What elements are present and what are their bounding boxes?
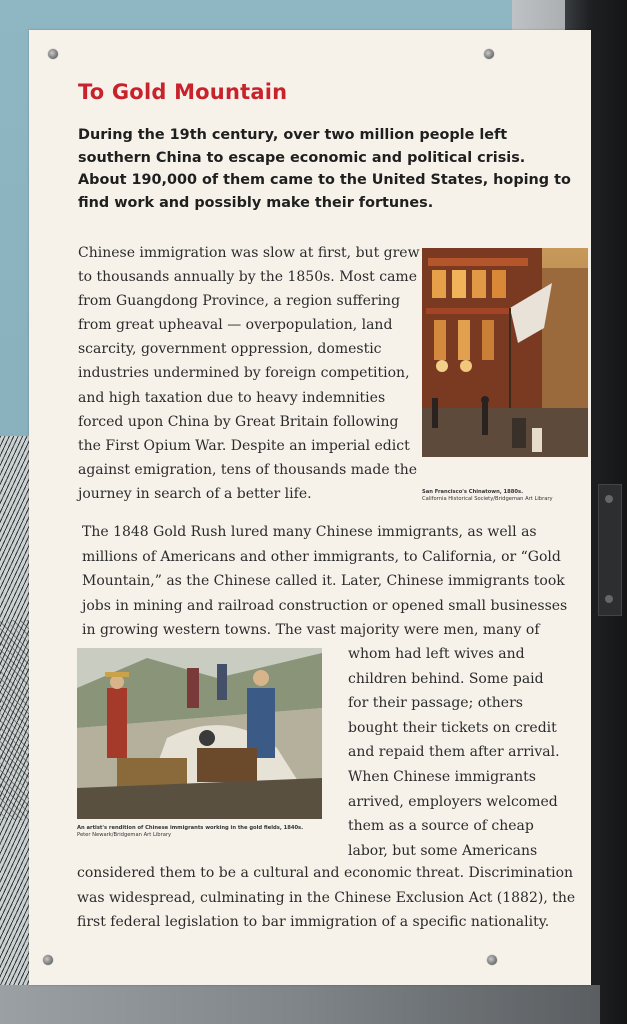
- figure1-caption: [422, 489, 592, 503]
- text-line: arrived, employers welcomed: [348, 793, 558, 810]
- text-line: the First Opium War. Despite an imperial edict: [78, 437, 410, 454]
- figure2-caption-credit: Peter Newark/Bridgeman Art Library: [77, 832, 172, 838]
- text-line: was widespread, culminating in the Chinese Exclusion Act (1882), the: [77, 889, 576, 906]
- paragraph-gold-rush: [82, 520, 582, 643]
- lower-wall-strip: [0, 985, 600, 1024]
- text-line: against emigration, tens of thousands made the: [78, 461, 418, 478]
- text-line: Chinese immigration was slow at first, but grew: [78, 245, 420, 261]
- text-line: them as a source of cheap: [348, 818, 534, 835]
- text-line: When Chinese immigrants: [348, 768, 536, 785]
- intro-paragraph: During the 19th century, over two million people left southern China to escape economic and political crisis. About 190,000 of them came to the United States, hoping to find work and possibly make their fortunes.: [78, 127, 571, 211]
- paragraph-exclusion: [77, 861, 587, 935]
- figure2-caption: [77, 825, 337, 839]
- text-line: bought their tickets on credit: [348, 719, 557, 736]
- text-line: to thousands annually by the 1850s. Most came: [78, 269, 417, 286]
- text-line: whom had left wives and: [348, 646, 525, 662]
- paragraph-arrival: [348, 642, 560, 863]
- paragraph-emigration: [78, 241, 428, 506]
- text-line: jobs in mining and railroad construction or opened small businesses: [82, 597, 568, 614]
- wall-bracket: [598, 484, 622, 616]
- screw-bottom-left: [43, 955, 53, 965]
- screw-bottom-right: [487, 955, 497, 965]
- text-line: in growing western towns. The vast majority were men, many of: [82, 622, 540, 638]
- text-line: children behind. Some paid: [348, 670, 544, 687]
- text-line: industries undermined by foreign competition,: [78, 365, 410, 382]
- text-line: forced upon China by Great Britain following: [78, 413, 399, 430]
- text-line: scarcity, government oppression, domestic: [78, 341, 382, 358]
- text-line: journey in search of a better life.: [78, 485, 312, 502]
- text-line: Mountain,” as the Chinese called it. Later, Chinese immigrants took: [82, 573, 565, 589]
- text-line: considered them to be a cultural and economic threat. Discrimination: [77, 865, 574, 881]
- text-line: for their passage; others: [348, 695, 523, 712]
- figure1-caption-title: San Francisco's Chinatown, 1880s.: [422, 489, 524, 495]
- text-line: labor, but some Americans: [348, 842, 538, 859]
- text-line: and repaid them after arrival.: [348, 744, 560, 761]
- text-line: millions of Americans and other immigrants, to California, or “Gold: [82, 548, 561, 565]
- text-line: first federal legislation to bar immigration of a specific nationality.: [77, 914, 550, 930]
- panel-title: To Gold Mountain: [78, 80, 288, 104]
- figure1-caption-credit: California Historical Society/Bridgeman Art Library: [422, 496, 553, 502]
- engraving-hatching: [0, 620, 30, 820]
- screw-top-right: [484, 49, 494, 59]
- gold-fields-illustration: [77, 648, 322, 819]
- text-line: and high taxation due to heavy indemnities: [78, 389, 386, 406]
- chinatown-painting: [422, 248, 588, 457]
- figure2-caption-title: An artist's rendition of Chinese immigrants working in the gold fields, 1840s.: [77, 825, 304, 831]
- text-line: from great upheaval — overpopulation, land: [78, 317, 393, 334]
- exhibit-panel: [29, 30, 591, 985]
- screw-top-left: [48, 49, 58, 59]
- text-line: from Guangdong Province, a region suffering: [78, 293, 401, 310]
- text-line: The 1848 Gold Rush lured many Chinese immigrants, as well as: [82, 524, 537, 540]
